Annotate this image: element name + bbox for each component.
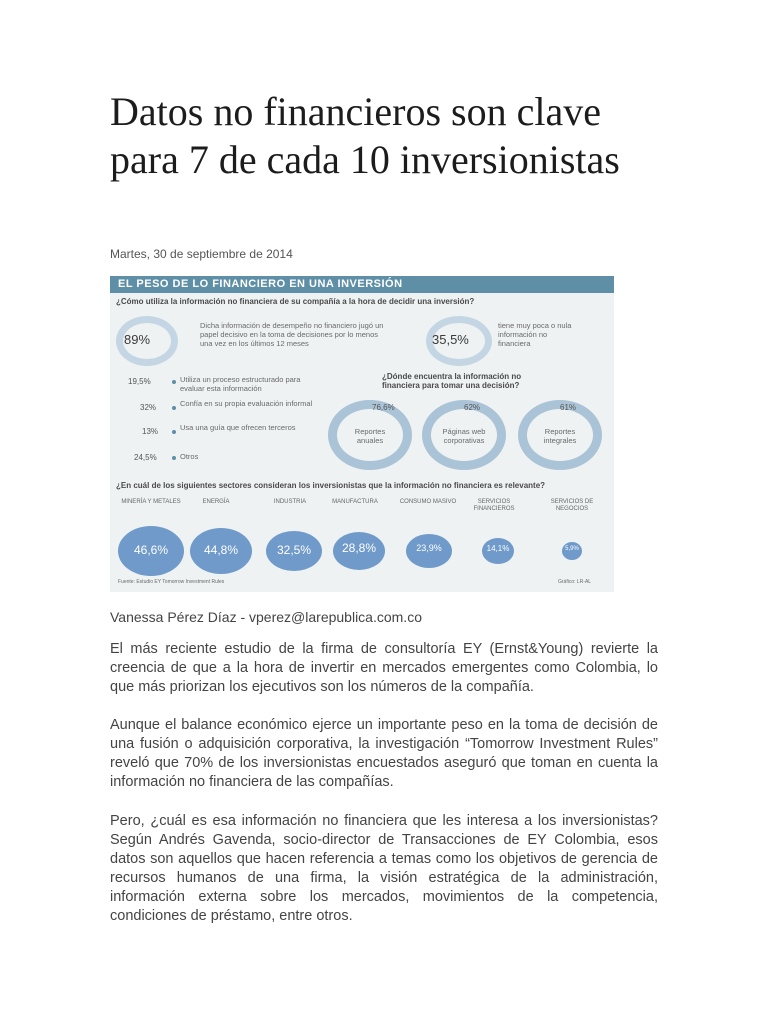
infographic-credit: Gráfico: LR-AL (558, 579, 592, 585)
sector-label: SERVICIOS DE NEGOCIOS (550, 499, 594, 512)
sector-value: 23,9% (416, 543, 442, 553)
bullet-dot (172, 456, 176, 460)
sector-value: 44,8% (203, 543, 239, 557)
sector-label: MANUFACTURA (332, 499, 378, 505)
source-pct: 61% (560, 403, 577, 412)
sector-value: 5,9% (565, 546, 579, 552)
article-date: Martes, 30 de septiembre de 2014 (110, 247, 293, 261)
sector-value: 46,6% (133, 543, 169, 557)
bullet-dot (172, 380, 176, 384)
source-label: Reportes integrales (543, 427, 577, 445)
question-sectors: ¿En cuál de los siguientes sectores consideran los inversionistas que la información no financiera es relevante? (116, 481, 546, 490)
sector-label: INDUSTRIA (273, 499, 307, 505)
use-pct: 32% (140, 403, 157, 412)
secondary-stat-value: 35,5% (432, 332, 469, 347)
source-pct: 62% (464, 403, 481, 412)
source-label: Páginas web corporativas (442, 427, 486, 445)
sector-label: CONSUMO MASIVO (399, 499, 457, 505)
bullet-dot (172, 406, 176, 410)
sector-label: SERVICIOS FINANCIEROS (473, 499, 515, 512)
article-title: Datos no financieros son clave para 7 de cada 10 inversionistas (110, 89, 620, 182)
article-paragraph: El más reciente estudio de la firma de consultoría EY (Ernst&Young) revierte la creencia de que a la hora de invertir en mercados emergentes como Colombia, lo que más priorizan los ejecutivos son los números de la compañía. (110, 641, 658, 695)
infographic (110, 276, 614, 592)
infographic-header (110, 276, 614, 293)
sector-label: ENERGÍA (202, 499, 230, 505)
sector-label: MINERÍA Y METALES (121, 499, 181, 505)
source-pct: 76,6% (372, 403, 395, 412)
infographic-source: Fuente: Estudio EY Tomorrow Investment Rules (118, 579, 225, 585)
question-usage: ¿Cómo utiliza la información no financiera de su compañía a la hora de decidir una inversión? (116, 297, 475, 306)
bullet-dot (172, 430, 176, 434)
sector-value: 14,1% (486, 544, 510, 553)
main-stat-text: Dicha información de desempeño no financiero jugó un papel decisivo en la toma de decisiones por lo menos una vez en los últimos 12 meses (200, 321, 384, 348)
source-label: Reportes anuales (354, 427, 386, 445)
infographic-header-text: EL PESO DE LO FINANCIERO EN UNA INVERSIÓN (118, 278, 403, 290)
use-pct: 19,5% (128, 377, 151, 386)
sector-value: 28,8% (341, 541, 377, 555)
use-label: Confía en su propia evaluación informal (180, 399, 313, 408)
use-pct: 24,5% (134, 453, 157, 462)
use-label: Utiliza un proceso estructurado para evaluar esta información (180, 375, 301, 393)
secondary-stat-text: tiene muy poca o nula información no financiera (498, 321, 572, 348)
use-label: Usa una guía que ofrecen terceros (180, 423, 296, 432)
sector-value: 32,5% (276, 543, 312, 557)
article-paragraph: Aunque el balance económico ejerce un importante peso en la toma de decisión de una fusión o adquisición corporativa, la investigación “Tomorrow Investment Rules” reveló que 70% de los inversionistas encuestados aseguró que toman en cuenta la información no financiera de las compañías. (110, 717, 658, 790)
use-label: Otros (180, 452, 199, 461)
use-pct: 13% (142, 427, 159, 436)
article-byline: Vanessa Pérez Díaz - vperez@larepublica.com.co (110, 609, 422, 625)
article-paragraph: Pero, ¿cuál es esa información no financiera que les interesa a los inversionistas? Según Andrés Gavenda, socio-director de Transacciones de EY Colombia, esos datos son aquellos que hacen referencia a temas como los objetivos de gerencia de recursos humanos de una firma, la visión estratégica de la administración, información externa sobre los mercados, movimientos de la competencia, condiciones de préstamo, entre otros. (110, 813, 658, 924)
question-sources: ¿Dónde encuentra la información no financiera para tomar una decisión? (382, 372, 522, 390)
main-stat-value: 89% (124, 332, 151, 347)
